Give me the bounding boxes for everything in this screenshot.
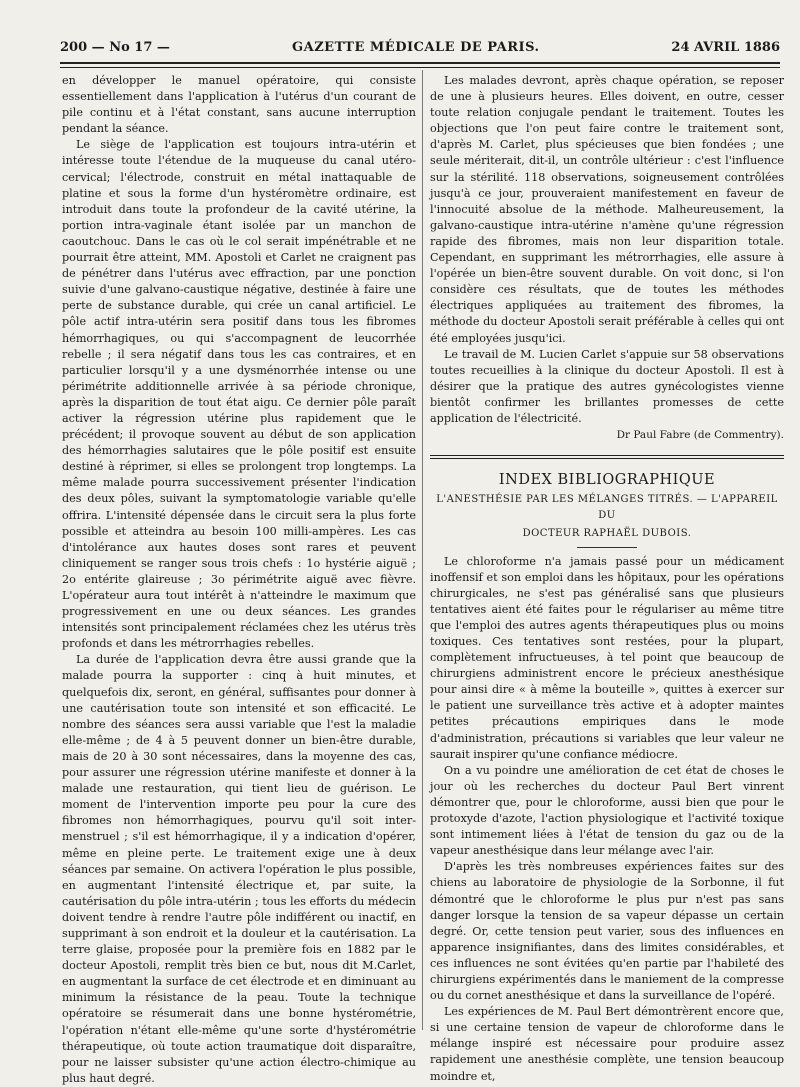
paragraph: La durée de l'application devra être aussi grande que la malade pourra la supporter : cinq à huit minutes, et quelquefois dix, seront, en général, suffisantes pour donner à une cautérisation toute son intensité et son efficacité. Le nombre des séances sera aussi variable que l'est la maladie elle-même ; de 4 à 5 peuvent donner un bien-être durable, mais de 20 à 30 sont nécessaires, dans la moyenne des cas, pour assurer une régression utérine manifeste et donner à la malade une restauration, qui tient lieu de guérison. Le moment de l'intervention importe peu pour la cure des fibromes non hémorrhagiques, pourvu qu'il soit inter-menstruel ; s'il est hémorrhagique, il y a indication d'opérer, même en pleine perte. Le traitement exige une à deux séances par semaine. On activera l'opération le plus possible, en augmentant l'intensité électrique et, par suite, la cautérisation du pôle intra-utérin ; tous les efforts du médecin doivent tendre à rendre l'autre pôle indifférent ou inactif, en supprimant à son endroit et la douleur et la cautérisation. La terre glaise, proposée pour la première fois en 1882 par le docteur Apostoli, remplit très bien ce but, nous dit M.Carlet, en augmentant la surface de cet électrode et en diminuant au minimum la résistance de la peau. Toute la technique opératoire se résumerait dans une bonne hystérométrie, l'opération n'étant elle-même qu'une sorte d'hystérométrie thérapeutique, où toute action traumatique doit disparaître, pour ne laisser subsister qu'une action électro-chimique au plus haut degré. xyxy=(62,653,416,1085)
index-subtitle-author: DOCTEUR RAPHAËL DUBOIS. xyxy=(522,528,692,540)
journal-title: GAZETTE MÉDICALE DE PARIS. xyxy=(292,40,540,55)
issue-date: 24 AVRIL 1886 xyxy=(671,40,780,55)
header-rule-thin xyxy=(60,67,780,68)
page-header xyxy=(60,40,780,60)
paragraph: Le travail de M. Lucien Carlet s'appuie sur 58 observations toutes recueillies à la clinique du docteur Apostoli. Il est à désirer que la pratique des autres gynécologistes vienne bientôt confirmer les brillantes promesses de cette application de l'électricité. xyxy=(430,347,784,425)
index-heading: INDEX BIBLIOGRAPHIQUE xyxy=(498,472,716,489)
column-divider xyxy=(422,70,423,1030)
page-number: 200 — No 17 — xyxy=(60,40,170,55)
paragraph: Les expériences de M. Paul Bert démontrèrent encore que, si une certaine tension de vapeur de chloroforme dans le mélange inspiré est nécessaire pour produire assez rapidement une anesthésie complète, une tension beaucoup moindre et, xyxy=(430,1005,784,1083)
right-column xyxy=(430,73,784,1085)
paragraph: Le chloroforme n'a jamais passé pour un médicament inoffensif et son emploi dans les hôpitaux, pour les opérations chirurgicales, ne s'est pas généralisé sans que plusieurs tentatives aient été faites pour le régulariser au même titre que l'emploi des autres agents thérapeutiques plus ou moins toxiques. Ces tentatives sont restées, pour la plupart, complètement infructueuses, à tel point que beaucoup de chirurgiens administrent encore le précieux anesthésique pour ainsi dire « à même la bouteille », quittes à exercer sur le patient une surveillance très active et à adopter maintes petites précautions empiriques dans le mode d'administration, précautions si variables que leur valeur ne saurait inspirer qu'une confiance médiocre. xyxy=(430,554,784,761)
paragraph: Les malades devront, après chaque opération, se reposer de une à plusieurs heures. Elles doivent, en outre, cesser toute relation conjugale pendant le traitement. Toutes les objections que l'on peut faire contre le traitement sont, d'après M. Carlet, plus spécieuses que bien fondées ; une seule mériterait, dit-il, un contrôle ultérieur : c'est l'influence sur la stérilité. 118 observations, soigneusement contrôlées jusqu'à ce jour, prouveraient manifestement en faveur de l'innocuité absolue de la méthode. Malheureusement, la galvano-caustique intra-utérine n'amène qu'une régression rapide des fibromes, mais non leur disparition totale. Cependant, en supprimant les métrorrhagies, elle assure à l'opérée un bien-être souvent durable. On voit donc, si l'on considère ces résultats, que de toutes les méthodes électriques appliquées au traitement des fibromes, la méthode du docteur Apostoli serait préférable à celles qui ont été employées jusqu'ici. xyxy=(430,74,784,345)
paragraph: Le siège de l'application est toujours intra-utérin et intéresse toute l'étendue de la muqueuse du canal utéro-cervical; l'électrode, construit en métal inattaquable de platine et sous la forme d'un hystéromètre ordinaire, est introduit dans toute la profondeur de la cavité utérine, la portion intra-vaginale étant isolée par un manchon de caoutchouc. Dans le cas où le col serait impénétrable et ne pourrait être atteint, MM. Apostoli et Carlet ne craignent pas de pénétrer dans l'utérus avec effraction, par une ponction suivie d'une galvano-caustique négative, destinée à faire une perte de substance durable, qui crée un canal artificiel. Le pôle actif intra-utérin sera positif dans tous les fibromes hémorrhagiques, ou qui s'accompagnent de leucorrhée rebelle ; il sera négatif dans tous les cas contraires, et en particulier lorsqu'il y a une dysménorrhée intense ou une périmétrite additionnelle arrivée à sa période chronique, après la disparition de tout état aigu. Ce dernier pôle paraît activer la régression utérine plus rapidement que le précédent; il provoque souvent au début de son application des hémorrhagies salutaires que le pôle positif est ensuite destiné à réprimer, si elles se prolongent trop longtemps. La même malade pourra successivement présenter l'indication des deux pôles, suivant la symptomatologie variable qu'elle offrira. L'intensité dépensée dans le circuit sera la plus forte possible et atteindra au besoin 100 milli-ampères. Les cas d'intolérance aux hautes doses sont rares et peuvent cliniquement se ranger sous trois chefs : 1o hystérie aiguë ; 2o entérite glaireuse ; 3o périmétrite aiguë avec fièvre. L'opérateur aura tout intérêt à n'atteindre le maximum que progressivement en une ou deux séances. Les grandes intensités sont principalement réclamées chez les utérus très profonds et dans les métrorrhagies rebelles. xyxy=(62,138,416,651)
paragraph: D'après les très nombreuses expériences faites sur des chiens au laboratoire de physiologie de la Sorbonne, il fut démontré que le chloroforme le plus pur n'est pas sans danger lorsque la tension de sa vapeur dépasse un certain degré. Or, cette tension peut varier, sous des influences en apparence insignifiantes, dans des limites considérables, et ces influences ne sont évitées qu'en partie par l'habileté des chirurgiens expérimentés dans le maniement de la compresse ou du cornet anesthésique et dans la surveillance de l'opéré. xyxy=(430,860,784,1003)
paragraph: en développer le manuel opératoire, qui consiste essentiellement dans l'application à l'utérus d'un courant de pile continu et à l'état constant, sans aucune interruption pendant la séance. xyxy=(62,74,416,136)
paragraph: On a vu poindre une amélioration de cet état de choses le jour où les recherches du docteur Paul Bert vinrent démontrer que, pour le chloroforme, aussi bien que pour le protoxyde d'azote, l'action physiologique et l'activité toxique sont intimement liées à l'état de tension du gaz ou de la vapeur anesthésique dans leur mélange avec l'air. xyxy=(430,763,784,858)
short-rule xyxy=(577,547,637,548)
section-separator xyxy=(430,455,784,459)
author-signature: Dr Paul Fabre (de Commentry). xyxy=(616,429,784,442)
header-rule-thick xyxy=(60,62,780,64)
index-subtitle: L'ANESTHÉSIE PAR LES MÉLANGES TITRÉS. — L'APPAREIL DU xyxy=(436,494,778,522)
left-column xyxy=(62,73,416,1087)
